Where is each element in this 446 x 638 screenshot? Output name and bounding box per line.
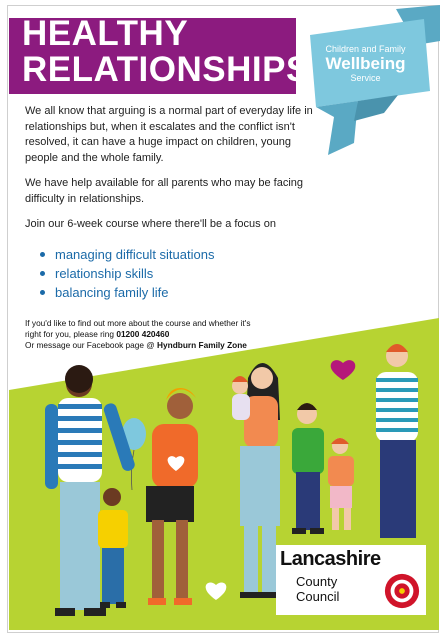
title-line-2: RELATIONSHIPS [22, 50, 310, 89]
list-item: relationship skills [40, 264, 214, 283]
help-paragraph: We have help available for all parents who may be facing difficulty in relationships. [25, 177, 304, 205]
banner-line-2: Wellbeing [325, 54, 406, 73]
banner-line-1: Children and Family [325, 44, 406, 54]
logo-line-1: County [296, 574, 338, 589]
phone-number[interactable]: 01200 420460 [116, 328, 170, 339]
list-item: managing difficult situations [40, 245, 214, 264]
course-paragraph: Join our 6-week course where there'll be a focus on [25, 218, 276, 230]
title-line-1: HEALTHY [22, 14, 189, 53]
contact-line-3: Or message our Facebook page @ Hyndburn Family Zone [25, 339, 247, 350]
contact-line-1: If you'd like to find out more about the course and whether it's [25, 318, 251, 328]
man-figure-right [376, 344, 418, 538]
logo-line-2: Council [296, 589, 340, 604]
list-item: balancing family life [40, 283, 214, 302]
intro-paragraph: We all know that arguing is a normal part of everyday life in relationships but, when it escalates and the conflict isn't resolved, it can have a huge impact on children, young people and the whole family. [25, 105, 313, 164]
lancashire-logo [276, 545, 426, 615]
banner-line-3: Service [350, 73, 381, 83]
rose-icon [383, 572, 421, 610]
facebook-page-link[interactable]: Hyndburn Family Zone [157, 339, 247, 350]
logo-name: Lancashire [280, 548, 381, 570]
contact-line-2: right for you, please ring 01200 420460 [25, 328, 170, 339]
